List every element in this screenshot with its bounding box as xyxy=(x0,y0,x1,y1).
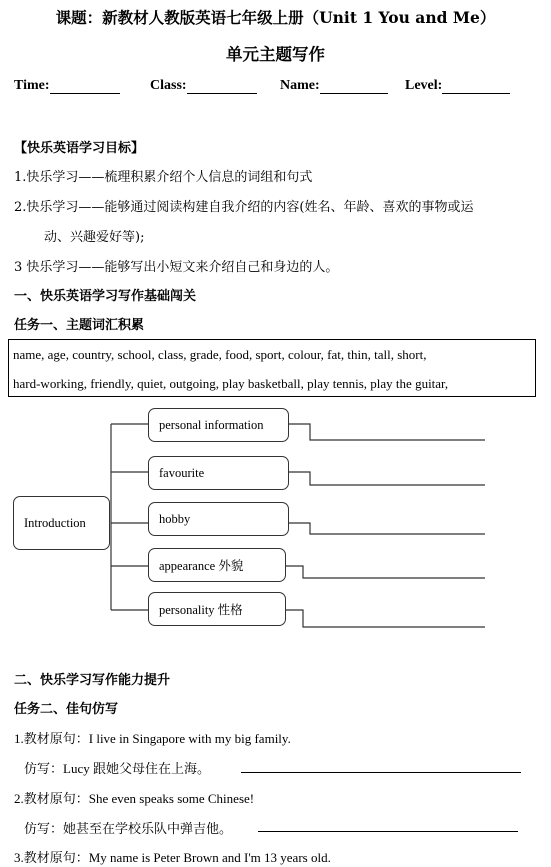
class-label: Class: xyxy=(150,78,187,93)
page-subtitle: 单元主题写作 xyxy=(226,45,325,64)
goal-item-1: 1.快乐学习——梳理积累介绍个人信息的词组和句式 xyxy=(14,170,313,185)
goal-item-3: 3 快乐学习——能够写出小短文来介绍自己和身边的人。 xyxy=(14,260,339,275)
goal-item-2-cont: 动、兴趣爱好等); xyxy=(44,230,145,245)
imitate-blank-1[interactable] xyxy=(241,772,521,773)
imitate-prompt-2: 仿写：她甚至在学校乐队中弹吉他。 xyxy=(24,821,233,836)
imitate-blank-2[interactable] xyxy=(258,831,518,832)
vocab-line-1: name, age, country, school, class, grade, food, sport, colour, fat, thin, tall, short, xyxy=(13,347,427,362)
mindmap-branch-personal-information xyxy=(148,408,289,442)
original-sentence-3: 3.教材原句：My name is Peter Brown and I'm 13 years old. xyxy=(14,850,331,865)
branch-label-4: appearance 外貌 xyxy=(159,559,244,573)
mindmap-branch-favourite xyxy=(148,456,289,490)
page-title: 课题：新教材人教版英语七年级上册（Unit 1 You and Me） xyxy=(55,8,496,27)
section2-heading: 二、快乐学习写作能力提升 xyxy=(14,673,171,688)
level-label: Level: xyxy=(405,78,443,93)
imitate-prompt-1: 仿写：Lucy 跟她父母住在上海。 xyxy=(24,761,210,776)
mindmap-branch-hobby xyxy=(148,502,289,536)
mindmap-root xyxy=(13,496,110,550)
mindmap-root-label: Introduction xyxy=(24,515,86,530)
branch-label-5: personality 性格 xyxy=(159,603,243,617)
branch-label-3: hobby xyxy=(159,511,191,526)
task2-heading: 任务二、佳句仿写 xyxy=(14,702,119,717)
branch-label-2: favourite xyxy=(159,465,205,480)
goals-heading: 【快乐英语学习目标】 xyxy=(14,141,145,156)
section1-heading: 一、快乐英语学习写作基础闯关 xyxy=(14,289,197,304)
goal-item-2: 2.快乐学习——能够通过阅读构建自我介绍的内容(姓名、年龄、喜欢的事物或运 xyxy=(14,200,474,215)
original-sentence-2: 2.教材原句：She even speaks some Chinese! xyxy=(14,791,255,806)
imitate-row-2 xyxy=(24,818,232,837)
mindmap-branch-personality xyxy=(148,592,286,626)
mindmap-branch-appearance xyxy=(148,548,286,582)
name-label: Name: xyxy=(280,78,320,93)
branch-label-1: personal information xyxy=(159,417,264,432)
imitate-row-1 xyxy=(24,758,210,777)
original-sentence-1: 1.教材原句：I live in Singapore with my big family. xyxy=(14,731,291,746)
task1-heading: 任务一、主题词汇积累 xyxy=(14,318,145,333)
vocab-line-2: hard-working, friendly, quiet, outgoing, play basketball, play tennis, play the guitar, xyxy=(13,376,449,391)
time-label: Time: xyxy=(14,78,50,93)
